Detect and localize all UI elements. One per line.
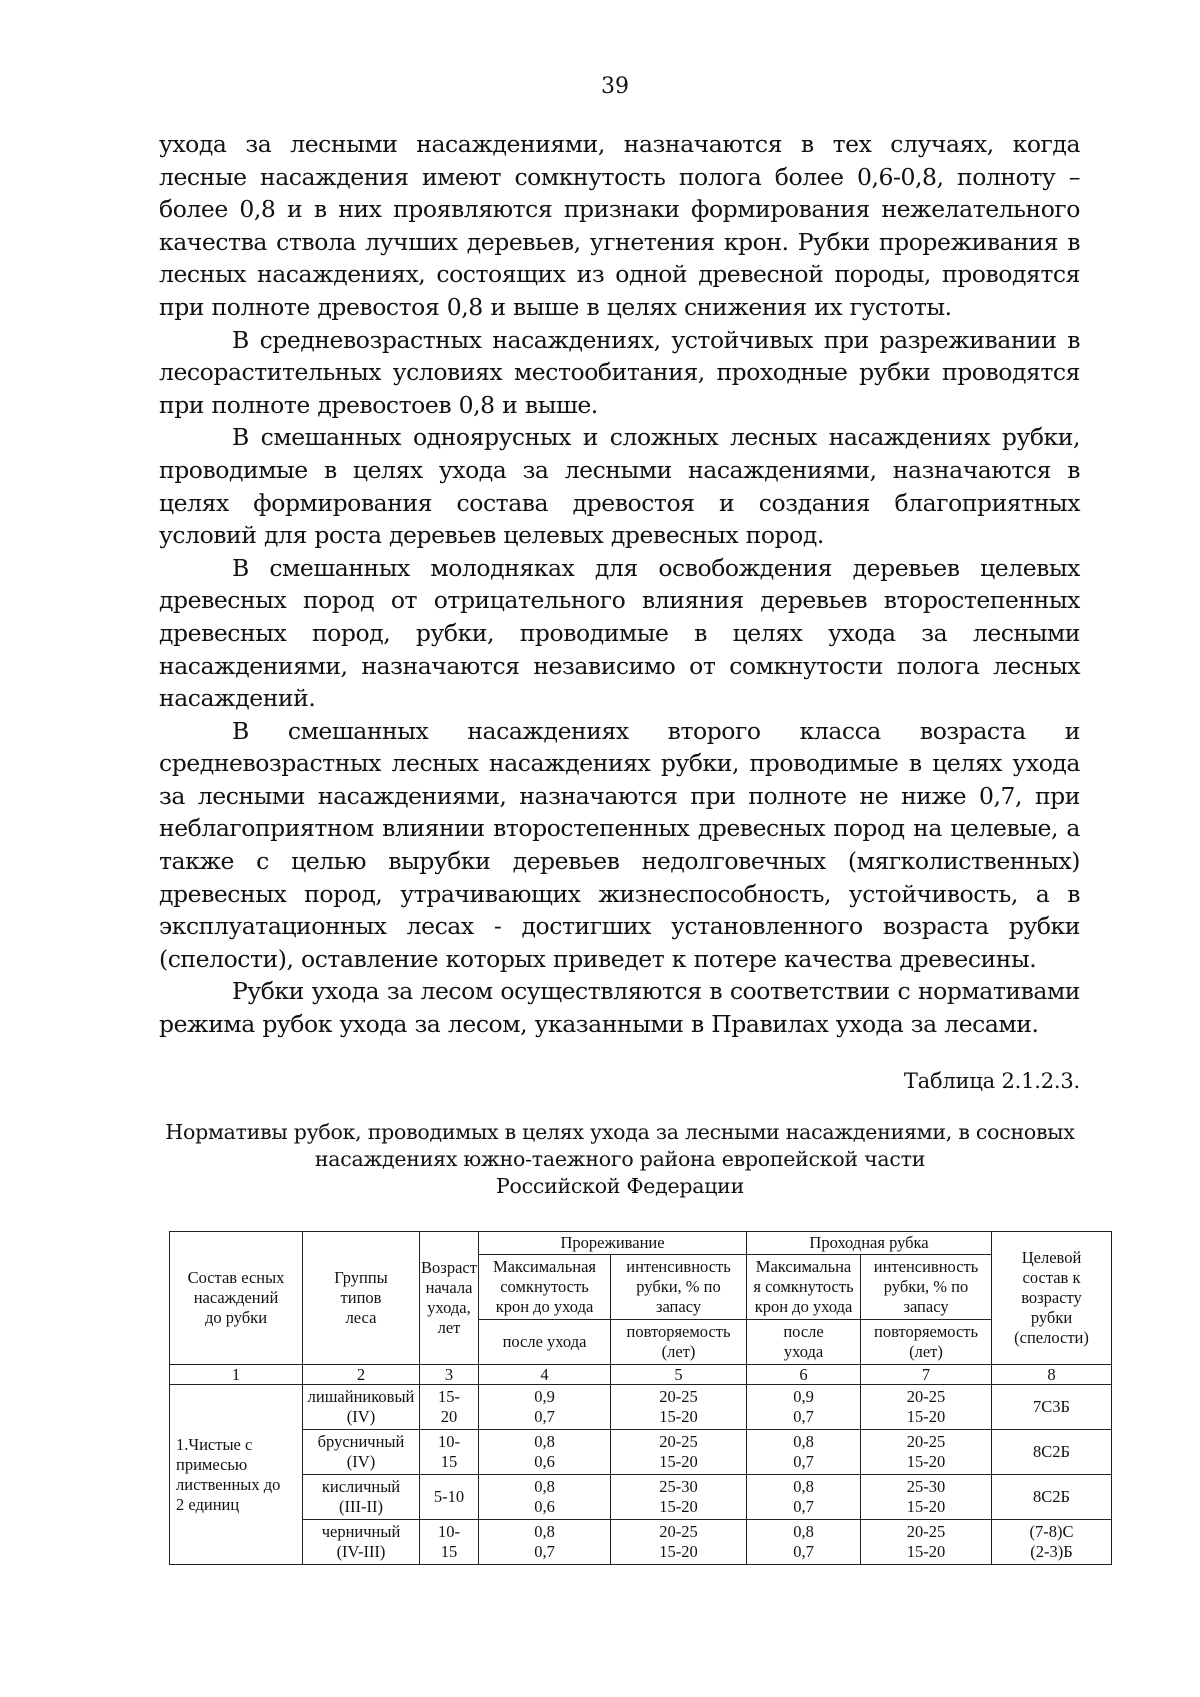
value-cell: 0,8 0,6: [479, 1475, 611, 1520]
start-age-cell: 15- 20: [420, 1385, 479, 1430]
forest-type-cell: кисличный (III-II): [303, 1475, 420, 1520]
paragraph-6: Рубки ухода за лесом осуществляются в соответствии с нормативами режима рубок ухода за лесом, указанными в Правилах ухода за лесами.: [159, 977, 1080, 1039]
target-composition-cell: 8С2Б: [992, 1475, 1112, 1520]
value-cell: 20-25 15-20: [861, 1430, 992, 1475]
value-cell: 20-25 15-20: [861, 1520, 992, 1565]
column-number: 7: [861, 1365, 992, 1385]
value-cell: 25-30 15-20: [861, 1475, 992, 1520]
header-pass-intensity: интенсивность рубки, % по запасу: [861, 1255, 992, 1320]
forest-type-cell: брусничный (IV): [303, 1430, 420, 1475]
value-cell: 20-25 15-20: [861, 1385, 992, 1430]
value-cell: 0,8 0,6: [479, 1430, 611, 1475]
target-composition-cell: 8С2Б: [992, 1430, 1112, 1475]
page-number: 39: [601, 74, 629, 99]
value-cell: 20-25 15-20: [611, 1430, 747, 1475]
norms-table: [169, 1231, 1112, 1565]
column-number: 8: [992, 1365, 1112, 1385]
paragraph-2: В средневозрастных насаждениях, устойчивых при разреживании в лесорастительных условиях местообитания, проходные рубки проводятся при полноте древостоев 0,8 и выше.: [159, 325, 1080, 419]
header-thinning: Прореживание: [479, 1232, 747, 1255]
header-target-composition: Целевой состав к возрасту рубки (спелости): [992, 1232, 1112, 1365]
caption-line-1: Нормативы рубок, проводимых в целях ухода за лесными насаждениями, в сосновых: [165, 1120, 1075, 1144]
target-composition-cell: (7-8)С (2-3)Б: [992, 1520, 1112, 1565]
table-row: [170, 1385, 1112, 1430]
caption-line-2: насаждениях южно-таежного района европейской части: [314, 1147, 926, 1171]
value-cell: 20-25 15-20: [611, 1520, 747, 1565]
forest-type-cell: черничный (IV-III): [303, 1520, 420, 1565]
value-cell: 20-25 15-20: [611, 1385, 747, 1430]
value-cell: 0,8 0,7: [747, 1430, 861, 1475]
table-row: [170, 1520, 1112, 1565]
value-cell: 0,9 0,7: [479, 1385, 611, 1430]
header-composition: Состав есных насаждений до рубки: [170, 1232, 303, 1365]
column-number: 6: [747, 1365, 861, 1385]
table-caption: [130, 1119, 1110, 1200]
value-cell: 0,9 0,7: [747, 1385, 861, 1430]
header-pass-max-density: Максимальна я сомкнутость крон до ухода: [747, 1255, 861, 1320]
header-thin-intensity: интенсивность рубки, % по запасу: [611, 1255, 747, 1320]
column-numbers-row: [170, 1365, 1112, 1385]
start-age-cell: 5-10: [420, 1475, 479, 1520]
column-number: 5: [611, 1365, 747, 1385]
header-thin-after-care: после ухода: [479, 1320, 611, 1365]
start-age-cell: 10- 15: [420, 1430, 479, 1475]
header-thin-repeat: повторяемость (лет): [611, 1320, 747, 1365]
table-number: Таблица 2.1.2.3.: [903, 1069, 1080, 1093]
header-passage-cutting: Проходная рубка: [747, 1232, 992, 1255]
column-number: 2: [303, 1365, 420, 1385]
paragraph-1: ухода за лесными насаждениями, назначаются в тех случаях, когда лесные насаждения имеют сомкнутость полога более 0,6-0,8, полноту – более 0,8 и в них проявляются признаки формирования нежелательного качества ствола лучших деревьев, угнетения крон. Рубки прореживания в лесных насаждениях, состоящих из одной древесной породы, проводятся при полноте древостоя 0,8 и выше в целях снижения их густоты.: [159, 130, 1080, 321]
caption-line-3: Российской Федерации: [496, 1174, 744, 1198]
header-pass-after-care: после ухода: [747, 1320, 861, 1365]
start-age-cell: 10- 15: [420, 1520, 479, 1565]
value-cell: 0,8 0,7: [479, 1520, 611, 1565]
group-label: 1.Чистые с примесью лиственных до 2 единиц: [170, 1385, 303, 1565]
column-number: 3: [420, 1365, 479, 1385]
paragraph-4: В смешанных молодняках для освобождения деревьев целевых древесных пород от отрицательного влияния деревьев второстепенных древесных пород, рубки, проводимые в целях ухода за лесными насаждениями, назначаются независимо от сомкнутости полога лесных насаждений.: [159, 553, 1080, 713]
header-forest-types: Группы типов леса: [303, 1232, 420, 1365]
target-composition-cell: 7С3Б: [992, 1385, 1112, 1430]
value-cell: 0,8 0,7: [747, 1520, 861, 1565]
paragraph-5: В смешанных насаждениях второго класса возраста и средневозрастных лесных насаждениях рубки, проводимые в целях ухода за лесными насаждениями, назначаются при полноте не ниже 0,7, при неблагоприятном влиянии второстепенных древесных пород на целевые, а также с целью вырубки деревьев недолговечных (мягколиственных) древесных пород, утрачивающих жизнеспособность, устойчивость, а в эксплуатационных лесах - достигших установленного возраста рубки (спелости), оставление которых приведет к потере качества древесины.: [159, 716, 1080, 973]
value-cell: 0,8 0,7: [747, 1475, 861, 1520]
body-text: [159, 128, 1080, 1041]
column-number: 1: [170, 1365, 303, 1385]
table-row: [170, 1475, 1112, 1520]
table-row: [170, 1430, 1112, 1475]
header-thin-max-density: Максимальная сомкнутость крон до ухода: [479, 1255, 611, 1320]
header-row-1: [170, 1232, 1112, 1255]
column-number: 4: [479, 1365, 611, 1385]
paragraph-3: В смешанных одноярусных и сложных лесных насаждениях рубки, проводимые в целях ухода за лесными насаждениями, назначаются в целях формирования состава древостоя и создания благоприятных условий для роста деревьев целевых древесных пород.: [159, 423, 1080, 550]
header-pass-repeat: повторяемость (лет): [861, 1320, 992, 1365]
value-cell: 25-30 15-20: [611, 1475, 747, 1520]
header-start-age: Возраст начала ухода, лет: [420, 1232, 479, 1365]
forest-type-cell: лишайниковый (IV): [303, 1385, 420, 1430]
